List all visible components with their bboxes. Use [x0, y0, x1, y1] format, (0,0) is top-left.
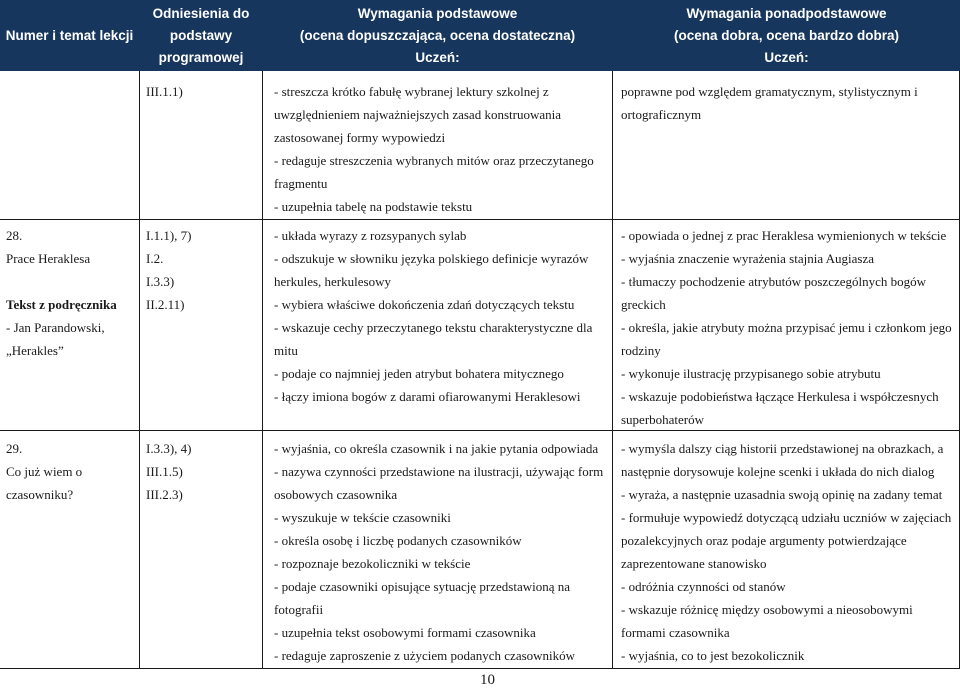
requirement-line: - wskazuje podobieństwa łączące Herkulesa i współczesnych: [621, 389, 939, 404]
requirement-line: - streszcza krótko fabułę wybranej lektury szkolnej z: [274, 84, 549, 99]
lesson-line: „Herakles”: [6, 343, 64, 358]
lesson-number: 29.: [6, 441, 23, 456]
ref-line: III.1.5): [146, 464, 183, 479]
requirement-line: zaprezentowane stanowisko: [621, 556, 767, 571]
header-basic-line: Uczeń:: [415, 49, 460, 65]
requirement-line: - podaje czasowniki opisujące sytuację przedstawioną na: [274, 579, 570, 594]
lesson-title: Co już wiem o: [6, 464, 83, 479]
requirement-line: - redaguje zaproszenie z użyciem podanych czasowników: [274, 648, 576, 663]
requirement-line: - łączy imiona bogów z darami ofiarowanymi Heraklesowi: [274, 389, 581, 404]
row-refs: [146, 437, 192, 506]
requirement-line: superbohaterów: [621, 412, 705, 427]
column-divider: [262, 71, 263, 669]
requirement-line: - wskazuje cechy przeczytanego tekstu charakterystyczne dla: [274, 320, 593, 335]
requirement-line: - rozpoznaje bezokoliczniki w tekście: [274, 556, 471, 571]
requirement-line: - wymyśla dalszy ciąg historii przedstawionej na obrazkach, a: [621, 441, 944, 456]
requirement-line: - podaje co najmniej jeden atrybut bohatera mitycznego: [274, 366, 564, 381]
header-basic-line: Wymagania podstawowe: [357, 5, 518, 21]
ref-line: I.1.1), 7): [146, 228, 192, 243]
requirement-line: - wyjaśnia, co określa czasownik i na jakie pytania odpowiada: [274, 441, 599, 456]
requirement-line: rodziny: [621, 343, 661, 358]
requirement-line: - uzupełnia tekst osobowymi formami czasownika: [274, 625, 536, 640]
lesson-line: [6, 270, 117, 293]
lesson-title: Prace Heraklesa: [6, 251, 91, 266]
page-number: 10: [480, 672, 495, 688]
row-basic-requirements: [274, 80, 594, 218]
lesson-title: czasowniku?: [6, 487, 74, 502]
requirement-line: - wyraża, a następnie uzasadnia swoją opinię na zadany temat: [621, 487, 943, 502]
requirement-line: - wykonuje ilustrację przypisanego sobie atrybutu: [621, 366, 881, 381]
requirement-line: - wybiera właściwe dokończenia zdań dotyczących tekstu: [274, 297, 575, 312]
requirement-line: fragmentu: [274, 176, 328, 191]
table-bottom-border: [0, 668, 960, 669]
header-refs-line: Odniesienia do: [152, 5, 250, 21]
requirement-line: - wyszukuje w tekście czasowniki: [274, 510, 451, 525]
requirement-line: - odróżnia czynności od stanów: [621, 579, 786, 594]
requirement-line: - układa wyrazy z rozsypanych sylab: [274, 228, 467, 243]
requirement-line: fotografii: [274, 602, 324, 617]
requirement-line: osobowych czasownika: [274, 487, 398, 502]
header-advanced-line: (ocena dobra, ocena bardzo dobra): [673, 27, 900, 43]
header-advanced-line: Uczeń:: [764, 49, 809, 65]
row-advanced-requirements: [621, 224, 952, 431]
requirement-line: formami czasownika: [621, 625, 730, 640]
row-refs: [146, 224, 192, 316]
requirement-line: - uzupełnia tabelę na podstawie tekstu: [274, 199, 473, 214]
row-lesson: [6, 224, 117, 362]
ref-line: I.3.3): [146, 274, 175, 289]
row-lesson: [6, 437, 82, 506]
header-refs-line: podstawy: [169, 27, 233, 43]
column-divider: [612, 71, 613, 669]
requirement-line: - określa osobę i liczbę podanych czasowników: [274, 533, 522, 548]
requirement-line: - odszukuje w słowniku języka polskiego definicje wyrazów: [274, 251, 589, 266]
column-divider: [139, 71, 140, 669]
row-basic-requirements: [274, 224, 592, 408]
requirement-line: - tłumaczy pochodzenie atrybutów poszczególnych bogów: [621, 274, 927, 289]
requirement-line: ortograficznym: [621, 107, 702, 122]
requirement-line: - wyjaśnia znaczenie wyrażenia stajnia Augiasza: [621, 251, 875, 266]
requirement-line: mitu: [274, 343, 298, 358]
ref-line: I.2.: [146, 251, 164, 266]
header-refs: [140, 0, 262, 71]
header-basic-line: (ocena dopuszczająca, ocena dostateczna): [299, 27, 576, 43]
ref-line: III.1.1): [146, 84, 183, 99]
requirement-line: - określa, jakie atrybuty można przypisać jemu i członkom jego: [621, 320, 952, 335]
table-header: [0, 0, 960, 71]
requirement-line: następnie dorysowuje kolejne scenki i układa do nich dialog: [621, 464, 935, 479]
row-divider: [0, 219, 960, 220]
row-advanced-requirements: [621, 437, 951, 667]
requirement-line: uwzględnieniem najważniejszych zasad konstruowania: [274, 107, 561, 122]
requirement-line: greckich: [621, 297, 666, 312]
ref-line: III.2.3): [146, 487, 183, 502]
ref-line: II.2.11): [146, 297, 185, 312]
ref-line: I.3.3), 4): [146, 441, 192, 456]
requirement-line: - nazywa czynności przedstawione na ilustracji, używając form: [274, 464, 604, 479]
lesson-source-heading: Tekst z podręcznika: [6, 297, 117, 312]
header-lesson: [0, 0, 139, 71]
requirement-line: herkules, herkulesowy: [274, 274, 391, 289]
header-advanced-line: Wymagania ponadpodstawowe: [686, 5, 887, 21]
requirement-line: - wskazuje różnicę między osobowymi a nieosobowymi: [621, 602, 913, 617]
row-refs: [146, 80, 183, 103]
header-lesson-line: Numer i temat lekcji: [5, 27, 134, 43]
requirement-line: - wyjaśnia, co to jest bezokolicznik: [621, 648, 805, 663]
requirement-line: - opowiada o jednej z prac Heraklesa wymienionych w tekście: [621, 228, 947, 243]
requirement-line: pozalekcyjnych oraz podaje argumenty potwierdzające: [621, 533, 907, 548]
lesson-number: 28.: [6, 228, 23, 243]
header-refs-line: programowej: [158, 49, 244, 65]
header-advanced: [613, 0, 960, 71]
header-basic: [263, 0, 612, 71]
requirement-line: zastosowanej formy wypowiedzi: [274, 130, 446, 145]
requirement-line: - redaguje streszczenia wybranych mitów oraz przeczytanego: [274, 153, 594, 168]
row-advanced-requirements: [621, 80, 918, 126]
requirement-line: poprawne pod względem gramatycznym, stylistycznym i: [621, 84, 918, 99]
lesson-line: - Jan Parandowski,: [6, 320, 105, 335]
row-basic-requirements: [274, 437, 603, 667]
requirement-line: - formułuje wypowiedź dotyczącą udziału uczniów w zajęciach: [621, 510, 952, 525]
